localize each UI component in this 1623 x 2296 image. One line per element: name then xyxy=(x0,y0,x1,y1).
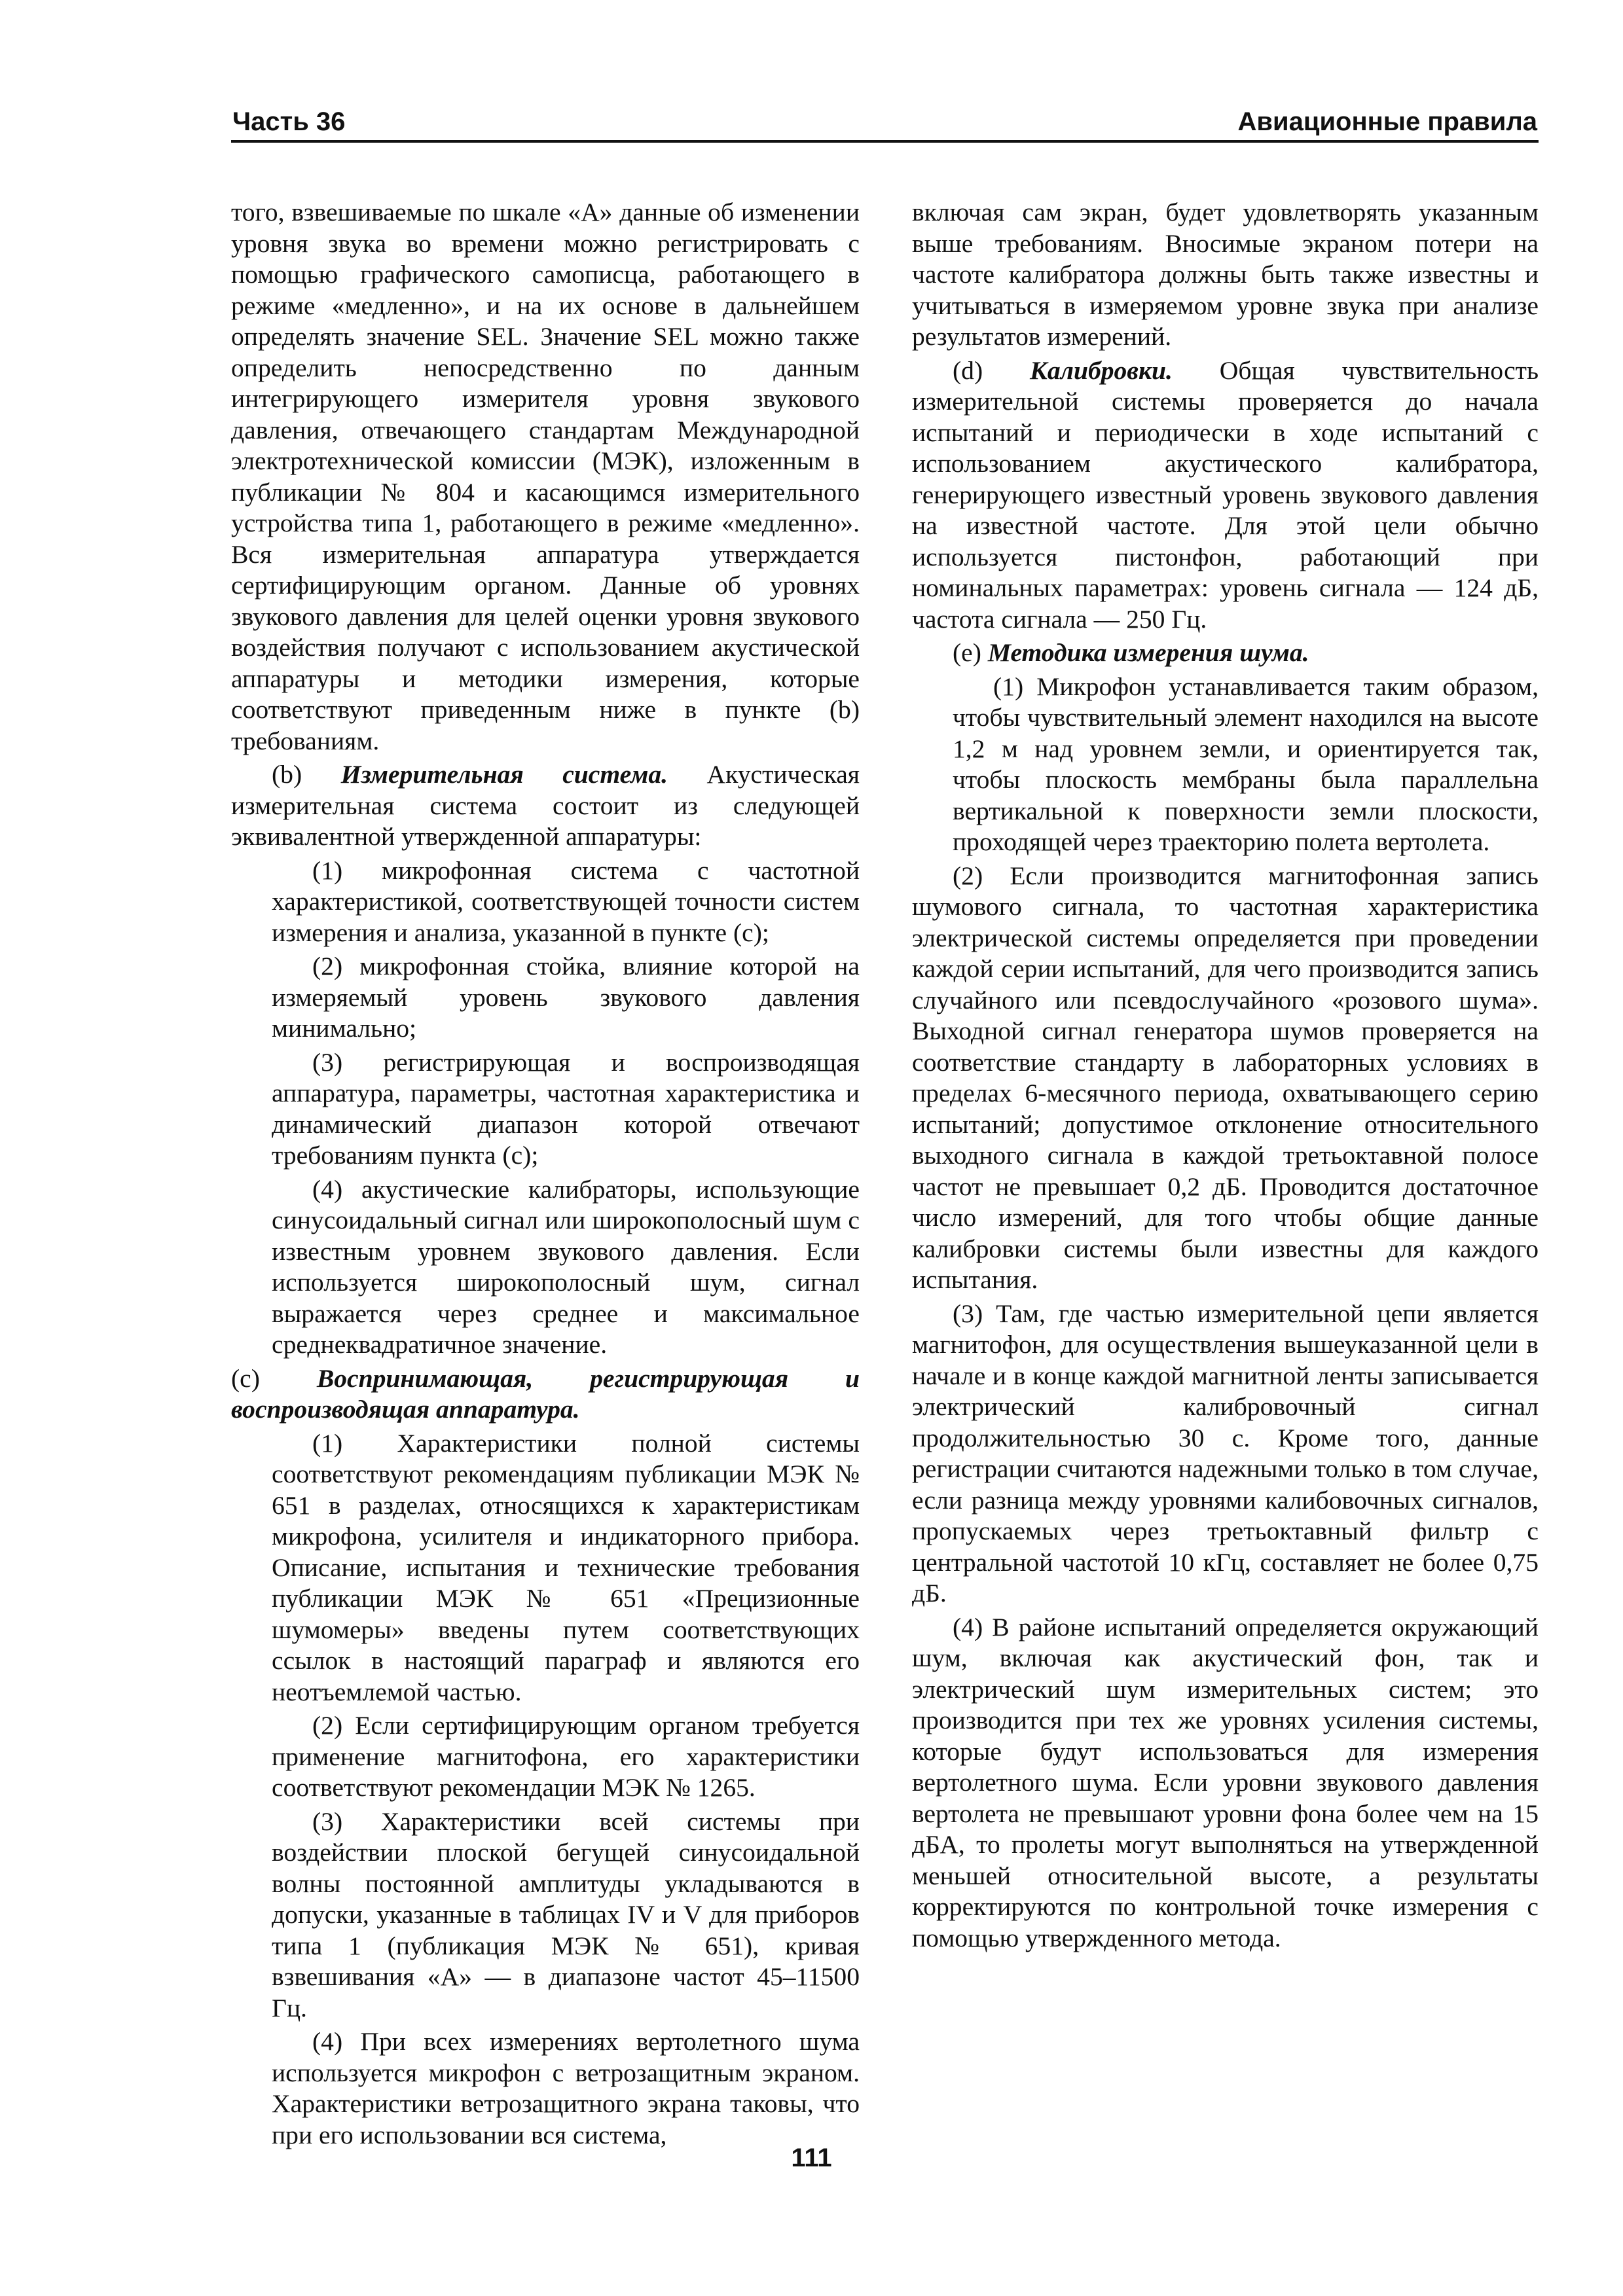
section-e xyxy=(912,637,1539,669)
header-rule xyxy=(231,140,1539,143)
list-item-b4: (4) акустические калибраторы, использующие синусоидальный сигнал или широкополосный шум с известным уровнем звукового давления. Если используется широкополосный шум, сигнал выражается через среднее и максимальное среднеквадратичное значение. xyxy=(272,1174,860,1359)
section-d xyxy=(912,355,1539,636)
section-b-text: Акустическая измерительная система состоит из следующей эквивалентной утвержденной аппаратуры: xyxy=(231,760,860,851)
paragraph-intro: того, взвешиваемые по шкале «А» данные об изменении уровня звука во времени можно регистрировать с помощью графического самописца, работающего в режиме «медленно», и на их основе в дальнейшем определять значение SEL. Значение SEL можно также определить непосредственно по данным интегрирующего измерителя уровня звукового давления, отвечающего стандартам Международной электротехнической комиссии (МЭК), изложенным в публикации № 804 и касающимся измерительного устройства типа 1, работающего в режиме «медленно». Вся измерительная аппаратура утверждается сертифицирующим органом. Данные об уровнях звукового давления для целей оценки уровня звукового воздействия получают с использованием акустической аппаратуры и методики измерения, которые соответствуют приведенным ниже в пункте (b) требованиям. xyxy=(231,198,860,755)
list-item-b2: (2) микрофонная стойка, влияние которой на измеряемый уровень звукового давления минимально; xyxy=(272,952,860,1043)
list-item-b3: (3) регистрирующая и воспроизводящая аппаратура, параметры, частотная характеристика и динамический диапазон которой отвечают требованиям пункта (с); xyxy=(272,1047,860,1170)
list-item-e2: (2) Если производится магнитофонная запись шумового сигнала, то частотная характеристика электрической системы определяется при проведении каждой серии испытаний, для чего производится запись случайного или псевдослучайного «розового шума». Выходной сигнал генератора шумов проверяется на соответствие стандарту в лабораторных условиях в пределах 6-месячного периода, охватывающего серию испытаний; допустимое отклонение относительного выходного сигнала в каждой третьоктавной полосе частот не превышает 0,2 дБ. Проводится достаточное число измерений, для того чтобы общие данные калибровки системы были известны для каждого испытания. xyxy=(912,861,1539,1294)
section-e-prefix: (е) xyxy=(953,638,988,667)
section-b-title: Измерительная система. xyxy=(340,760,668,789)
section-d-title: Калибровки. xyxy=(1030,355,1173,385)
list-item-c2: (2) Если сертифицирующим органом требуется применение магнитофона, его характеристики соответствуют рекомендации МЭК № 1265. xyxy=(272,1711,860,1802)
section-c-prefix: (с) xyxy=(231,1363,317,1393)
left-column xyxy=(231,197,860,2153)
section-b-prefix: (b) xyxy=(272,760,341,789)
paragraph-continuation: включая сам экран, будет удовлетворять указанным выше требованиям. Вносимые экраном потери на частоте калибратора должны быть также известны и учитываться в измеряемом уровне звука при анализе результатов измерений. xyxy=(912,198,1539,351)
section-c xyxy=(231,1363,860,1426)
page-number: 111 xyxy=(791,2144,832,2172)
list-item-e1: (1) Микрофон устанавливается таким образом, чтобы чувствительный элемент находился на высоте 1,2 м над уровнем земли, и ориентируется так, чтобы плоскость мембраны была параллельна вертикальной к поверхности земли плоскости, проходящей через траекторию полета вертолета. xyxy=(953,672,1539,856)
list-item-c3: (3) Характеристики всей системы при воздействии плоской бегущей синусоидальной волны постоянной амплитуды укладываются в допуски, указанные в таблицах IV и V для приборов типа 1 (публикация МЭК № 651), кривая взвешивания «А» — в диапазоне частот 45–11500 Гц. xyxy=(272,1806,860,2022)
section-e-title: Методика измерения шума. xyxy=(987,638,1309,667)
list-item-e4: (4) В районе испытаний определяется окружающий шум, включая как акустический фон, так и электрический шум измерительных систем; это производится при тех же уровнях усиления системы, которые будут использоваться для измерения вертолетного шума. Если уровни звукового давления вертолета не превышают уровни фона более чем на 15 дБА, то пролеты могут выполняться на утвержденной меньшей относительной высоте, а результаты корректируются по контрольной точке измерения с помощью утвержденного метода. xyxy=(912,1612,1539,1952)
section-c-title: Воспринимающая, регистрирующая и воспроизводящая аппаратура. xyxy=(231,1363,860,1424)
section-b xyxy=(231,759,860,853)
page-header xyxy=(231,105,1539,143)
document-title: Авиационные правила xyxy=(1237,107,1537,136)
list-item-e3: (3) Там, где частью измерительной цепи является магнитофон, для осуществления вышеуказанной цели в начале и в конце каждой магнитной ленты записывается электрический калибровочный сигнал продолжительностью 30 с. Кроме того, данные регистрации считаются надежными только в том случае, если разница между уровнями калибовочных сигналов, пропускаемых через третьоктавный фильтр с центральной частотой 10 кГц, составляет не более 0,75 дБ. xyxy=(912,1299,1539,1607)
section-d-text: Общая чувствительность измерительной системы проверяется до начала испытаний и периодически в ходе испытаний с использованием акустического калибратора, генерирующего известный уровень звукового давления на известной частоте. Для этой цели обычно используется пистонфон, работающий при номинальных параметрах: уровень сигнала — 124 дБ, частота сигнала — 250 Гц. xyxy=(912,355,1539,634)
right-column xyxy=(912,197,1539,1956)
list-item-c4: (4) При всех измерениях вертолетного шума используется микрофон с ветрозащитным экраном. Характеристики ветрозащитного экрана таковы, что при его использовании вся система, xyxy=(272,2027,860,2149)
part-label: Часть 36 xyxy=(232,107,346,136)
list-item-c1: (1) Характеристики полной системы соответствуют рекомендациям публикации МЭК № 651 в разделах, относящихся к характеристикам микрофона, усилителя и индикаторного прибора. Описание, испытания и технические требования публикации МЭК № 651 «Прецизионные шумомеры» введены путем соответствующих ссылок в настоящий параграф и являются его неотъемлемой частью. xyxy=(272,1428,860,1706)
section-d-prefix: (d) xyxy=(953,355,1030,385)
list-item-b1: (1) микрофонная система с частотной характеристикой, соответствующей точности систем измерения и анализа, указанной в пункте (с); xyxy=(272,855,860,947)
